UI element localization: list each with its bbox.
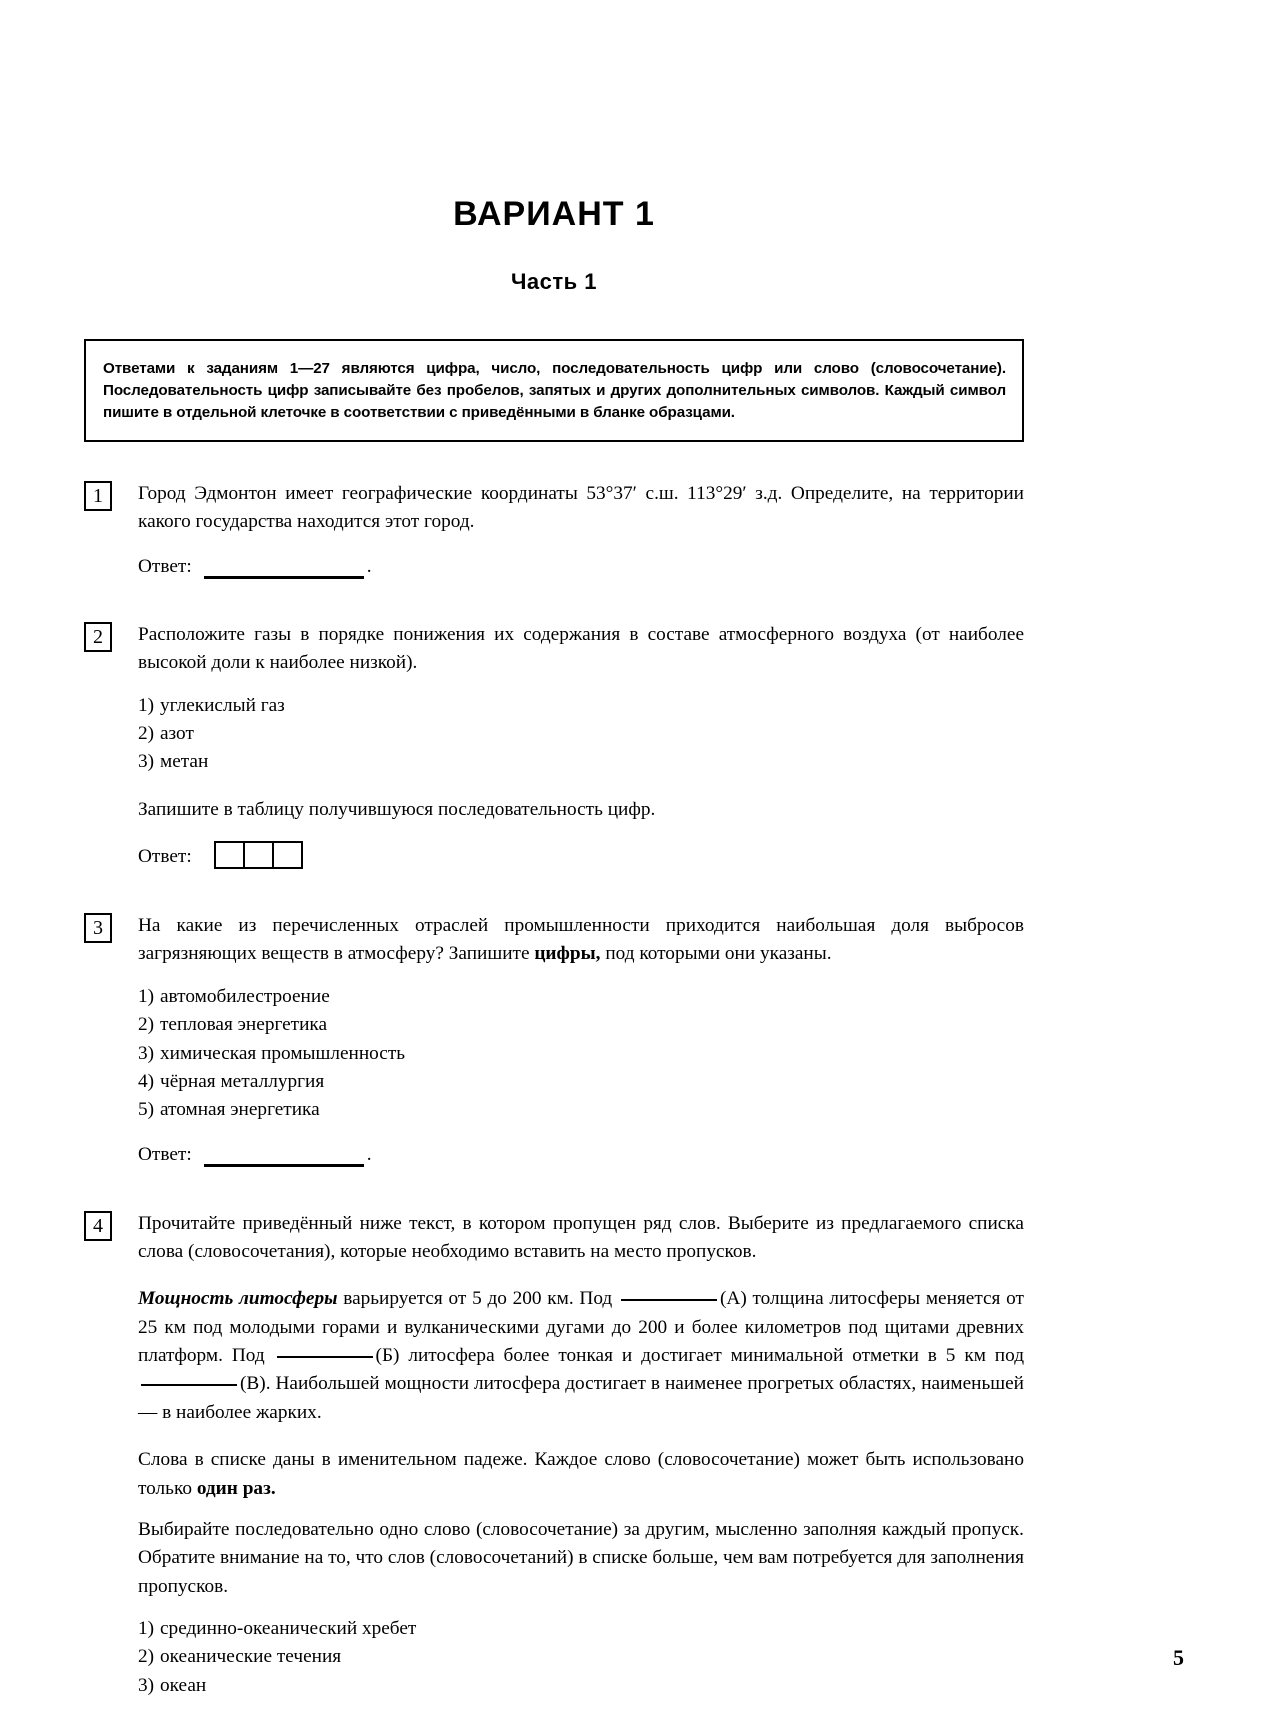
option-number: 1) (138, 985, 155, 1007)
task-3-answer-line[interactable] (204, 1148, 364, 1167)
list-item[interactable] (138, 1615, 1024, 1643)
instruction-box (84, 339, 1024, 442)
list-item[interactable] (138, 1096, 1024, 1124)
cloze-bold-lead: Мощность литосферы (138, 1288, 338, 1310)
task-1-prompt: Город Эдмонтон имеет географические координаты 53°37′ с.ш. 113°29′ з.д. Определите, на территории какого государства находится этот город. (138, 483, 1024, 533)
cloze-segment-a: (А) толщина литосферы меняется от 25 км под молодыми горами и вулканическими дугами до 200 и более километров под щитами древних платформ. Под (138, 1288, 1024, 1367)
option-label: метан (160, 751, 209, 773)
answer-period: . (366, 555, 372, 577)
option-number: 3) (138, 751, 155, 773)
option-label: автомобилестроение (160, 985, 330, 1007)
option-label: химическая промышленность (160, 1042, 406, 1064)
option-label: атомная энергетика (160, 1099, 320, 1121)
cloze-segment-1: варьируется от 5 до 200 км. Под (337, 1288, 618, 1310)
option-label: азот (160, 723, 194, 744)
answer-cell[interactable] (243, 841, 274, 869)
task-1 (84, 480, 1024, 579)
list-item[interactable] (138, 720, 1024, 748)
answer-label: Ответ: (138, 1143, 192, 1165)
task-1-answer-line[interactable] (204, 560, 364, 579)
task-3-prompt (138, 912, 1024, 969)
list-item[interactable] (138, 983, 1024, 1011)
task-4-note-1-text: Слова в списке даны в именительном падеже. Каждое слово (словосочетание) может быть использовано только (138, 1449, 1024, 1499)
list-item[interactable] (138, 1040, 1024, 1068)
answer-cell[interactable] (214, 841, 245, 869)
task-3-prompt-emphasis: цифры, (534, 943, 601, 965)
task-2-options (138, 692, 1024, 777)
option-label: чёрная металлургия (160, 1070, 325, 1092)
answer-period: . (366, 1143, 372, 1165)
task-1-answer-row (138, 554, 1024, 579)
list-item[interactable] (138, 692, 1024, 720)
option-label: океанические течения (160, 1646, 342, 1668)
task-4 (84, 1210, 1024, 1700)
option-label: океан (160, 1674, 207, 1696)
task-3-options (138, 983, 1024, 1125)
option-number: 4) (138, 1070, 155, 1092)
task-2-answer-grid (214, 841, 303, 869)
option-number: 2) (138, 723, 155, 744)
cloze-blank-b[interactable] (277, 1342, 373, 1358)
option-number: 3) (138, 1674, 155, 1696)
task-3-prompt-part2: под которыми они указаны. (600, 943, 832, 965)
option-number: 3) (138, 1042, 155, 1064)
answer-label: Ответ: (138, 555, 192, 577)
cloze-segment-b: (Б) литосфера более тонкая и достигает минимальной отметки в 5 км под (375, 1345, 1025, 1367)
task-4-note-1 (138, 1446, 1024, 1503)
answer-label: Ответ: (138, 846, 192, 867)
list-item[interactable] (138, 1011, 1024, 1039)
part-heading: Часть 1 (510, 269, 598, 295)
task-4-cloze-paragraph (138, 1285, 1024, 1427)
task-number-4: 4 (84, 1211, 112, 1241)
task-number-1: 1 (84, 481, 112, 511)
option-label: срединно-океанический хребет (160, 1617, 417, 1639)
option-number: 1) (138, 694, 155, 716)
task-4-prompt: Прочитайте приведённый ниже текст, в котором пропущен ряд слов. Выберите из предлагаемого списка слова (словосочетания), которые необходимо вставить на место пропусков. (138, 1212, 1024, 1263)
task-3-answer-row (138, 1142, 1024, 1167)
option-number: 2) (138, 1014, 155, 1036)
cloze-blank-a[interactable] (621, 1285, 717, 1301)
cloze-blank-c[interactable] (141, 1370, 237, 1386)
task-4-note-1-emphasis: один раз. (196, 1477, 276, 1499)
cloze-segment-c: (В). Наибольшей мощности литосфера достигает в наименее прогретых областях, наименьшей — в наиболее жарких. (138, 1373, 1024, 1423)
task-number-2: 2 (84, 622, 112, 652)
option-number: 1) (138, 1617, 155, 1639)
task-2-follow-up: Запишите в таблицу получившуюся последовательность цифр. (138, 798, 656, 820)
instruction-text: Ответами к заданиям 1—27 являются цифра, число, последовательность цифр или слово (словосочетание). Последовательность цифр записывайте без пробелов, запятых и других дополнительных символов. Каждый символ пишите в отдельной клеточке в соответствии с приведёнными в бланке образцами. (103, 360, 1006, 421)
task-4-options (138, 1615, 1024, 1700)
task-2 (84, 621, 1024, 869)
task-2-answer-row (138, 841, 1024, 869)
task-3 (84, 912, 1024, 1167)
option-number: 2) (138, 1646, 155, 1668)
list-item[interactable] (138, 1672, 1024, 1700)
answer-cell[interactable] (272, 841, 303, 869)
page-content (84, 0, 1024, 1700)
list-item[interactable] (138, 1068, 1024, 1096)
task-number-3: 3 (84, 913, 112, 943)
option-label: углекислый газ (160, 694, 285, 716)
task-2-prompt: Расположите газы в порядке понижения их содержания в составе атмосферного воздуха (от наиболее высокой доли к наиболее низкой). (138, 623, 1024, 674)
option-label: тепловая энергетика (160, 1014, 328, 1036)
page-title: ВАРИАНТ 1 (453, 195, 655, 233)
task-4-note-2: Выбирайте последовательно одно слово (словосочетание) за другим, мысленно заполняя каждый пропуск. Обратите внимание на то, что слов (словосочетаний) в списке больше, чем вам потребуется для заполнения пропусков. (138, 1518, 1024, 1597)
task-3-prompt-part1: На какие из перечисленных отраслей промышленности приходится наибольшая доля выбросов загрязняющих веществ в атмосферу? Запишите (138, 915, 1024, 965)
list-item[interactable] (138, 748, 1024, 776)
page-number: 5 (1173, 1645, 1184, 1670)
option-number: 5) (138, 1099, 155, 1121)
list-item[interactable] (138, 1643, 1024, 1671)
